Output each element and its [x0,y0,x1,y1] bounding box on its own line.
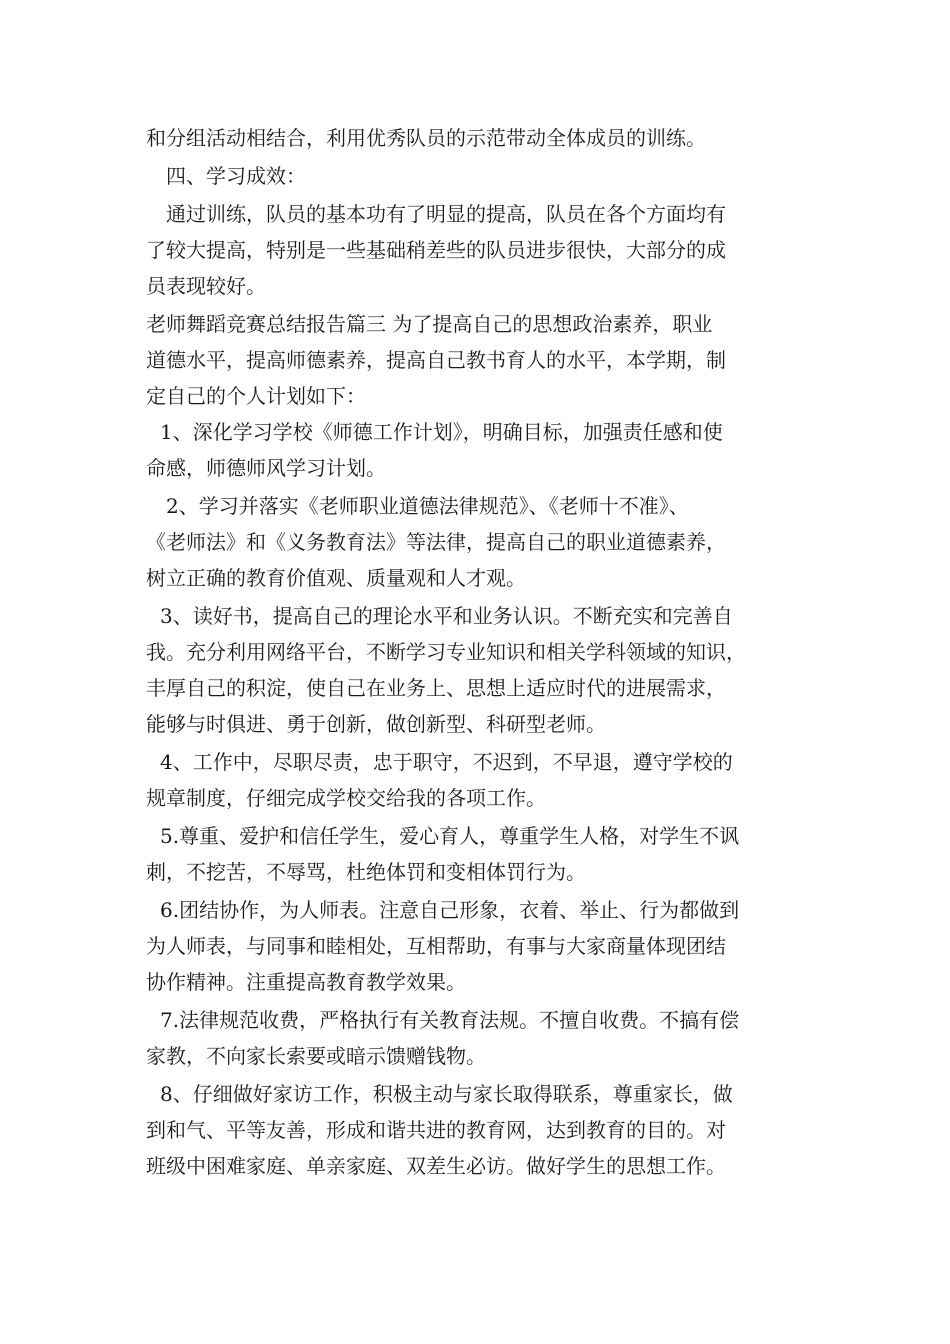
section-heading: 四、学习成效： [166,164,306,188]
text-line: 能够与时俱进、勇于创新，做创新型、科研型老师。 [146,712,606,736]
text-line: 规章制度，仔细完成学校交给我的各项工作。 [146,786,546,810]
text-line: 协作精神。注重提高教育教学效果。 [146,970,466,994]
list-item-7: 7.法律规范收费，严格执行有关教育法规。不擅自收费。不搞有偿 [160,1008,740,1032]
report-title-line: 老师舞蹈竞赛总结报告篇三 为了提高自己的思想政治素养，职业 [146,312,713,336]
text-line: 班级中困难家庭、单亲家庭、双差生必访。做好学生的思想工作。 [146,1154,726,1178]
text-line: 为人师表，与同事和睦相处，互相帮助，有事与大家商量体现团结 [146,934,726,958]
text-line: 道德水平，提高师德素养，提高自己教书育人的水平，本学期，制 [146,348,726,372]
text-line: 我。充分利用网络平台，不断学习专业知识和相关学科领域的知识， [146,640,746,664]
text-line: 刺，不挖苦，不辱骂，杜绝体罚和变相体罚行为。 [146,860,586,884]
list-item-1: 1、深化学习学校《师德工作计划》，明确目标，加强责任感和使 [160,420,723,444]
list-item-8: 8、仔细做好家访工作，积极主动与家长取得联系，尊重家长，做 [160,1082,733,1106]
text-line: 定自己的个人计划如下： [146,384,366,408]
text-line: 员表现较好。 [146,274,266,298]
text-line: 通过训练，队员的基本功有了明显的提高，队员在各个方面均有 [166,202,726,226]
list-item-2: 2、学习并落实《老师职业道德法律规范》、《老师十不准》、 [166,494,689,518]
text-line: 《老师法》和《义务教育法》等法律，提高自己的职业道德素养， [146,530,726,554]
list-item-6: 6.团结协作，为人师表。注意自己形象，衣着、举止、行为都做到 [160,898,740,922]
list-item-4: 4、工作中，尽职尽责，忠于职守，不迟到，不早退，遵守学校的 [160,750,733,774]
text-line: 了较大提高，特别是一些基础稍差些的队员进步很快，大部分的成 [146,238,726,262]
text-line: 命感，师德师风学习计划。 [146,456,386,480]
text-line: 树立正确的教育价值观、质量观和人才观。 [146,566,526,590]
text-line: 和分组活动相结合，利用优秀队员的示范带动全体成员的训练。 [146,126,706,150]
list-item-3: 3、读好书，提高自己的理论水平和业务认识。不断充实和完善自 [160,604,733,628]
text-line: 丰厚自己的积淀，使自己在业务上、思想上适应时代的进展需求， [146,676,726,700]
text-line: 家教，不向家长索要或暗示馈赠钱物。 [146,1044,486,1068]
text-line: 到和气、平等友善，形成和谐共进的教育网，达到教育的目的。对 [146,1118,726,1142]
list-item-5: 5.尊重、爱护和信任学生，爱心育人，尊重学生人格，对学生不讽 [160,824,740,848]
